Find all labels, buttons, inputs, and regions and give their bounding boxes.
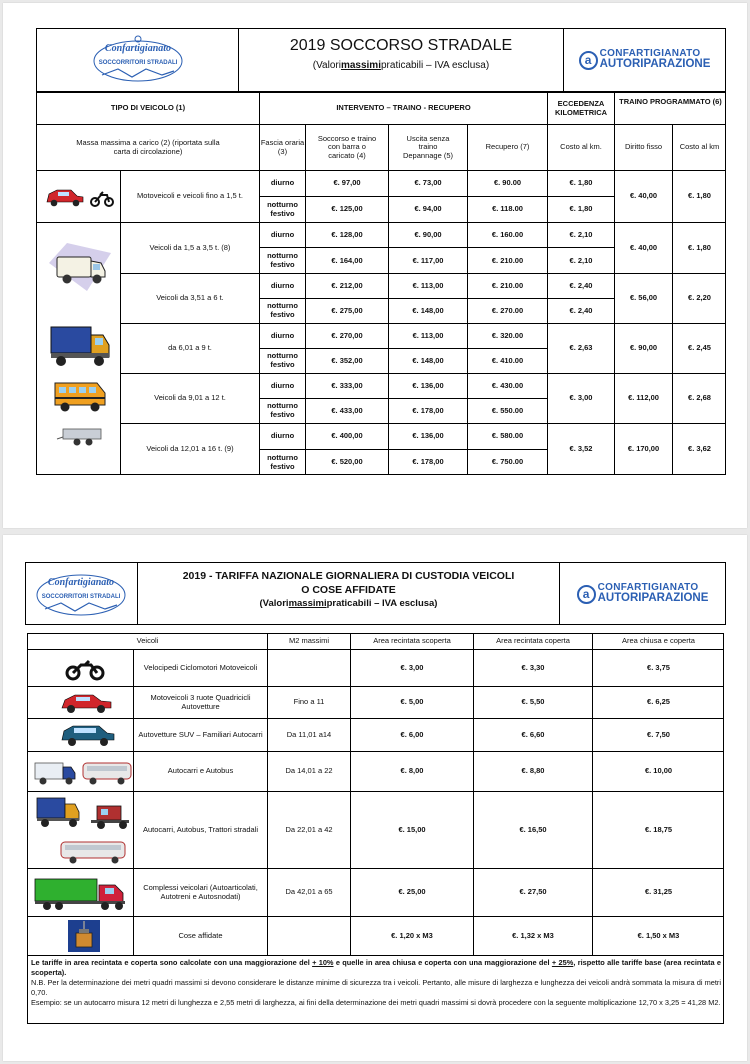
price-soccorso: €. 212,00 bbox=[331, 280, 363, 290]
price-soccorso: €. 275,00 bbox=[331, 305, 363, 315]
articulated-truck-icon bbox=[33, 875, 133, 913]
price-costo-km: €. 2,10 bbox=[569, 230, 593, 240]
fascia-oraria: diurno bbox=[270, 330, 295, 340]
price-recupero: €. 410.00 bbox=[491, 355, 524, 365]
vehicle-category: da 6,01 a 9 t. bbox=[168, 343, 212, 353]
custody-vehicle-label: Velocipedi Ciclomotori Motoveicoli bbox=[143, 662, 258, 672]
price-area-chiusa: €. 7,50 bbox=[647, 729, 670, 739]
fascia-oraria: diurno bbox=[270, 431, 295, 441]
svg-text:SOCCORRITORI STRADALI: SOCCORRITORI STRADALI bbox=[98, 60, 178, 66]
price-soccorso: €. 128,00 bbox=[331, 230, 363, 240]
fascia-oraria: diurno bbox=[270, 380, 295, 390]
price-recupero: €. 210.00 bbox=[491, 255, 524, 265]
header-traino-programmato: TRAINO PROGRAMMATO (6) bbox=[619, 97, 722, 106]
price-area-chiusa: €. 10,00 bbox=[644, 766, 673, 776]
price-diritto-fisso: €. 40,00 bbox=[629, 242, 658, 252]
price-uscita: €. 117,00 bbox=[412, 255, 444, 265]
logo-soccorritori-2 bbox=[27, 565, 135, 623]
fascia-oraria: notturno festivo bbox=[267, 251, 298, 269]
price-area-coperta: €. 1,32 x M3 bbox=[512, 930, 554, 940]
price-soccorso: €. 433,00 bbox=[331, 405, 363, 415]
price-area-scoperta: €. 6,00 bbox=[400, 729, 424, 739]
custody-m2 bbox=[268, 650, 350, 686]
custody-m2: Da 14,01 a 22 bbox=[285, 766, 333, 776]
header-intervento: INTERVENTO – TRAINO - RECUPERO bbox=[336, 103, 471, 112]
price-area-scoperta: €. 15,00 bbox=[398, 824, 426, 834]
price-diritto-fisso: €. 40,00 bbox=[629, 191, 658, 201]
price-uscita: €. 94,00 bbox=[414, 204, 442, 214]
price-area-chiusa: €. 1,50 x M3 bbox=[637, 930, 680, 940]
price-recupero: €. 90.00 bbox=[493, 178, 522, 188]
truck-icon bbox=[47, 323, 113, 369]
header-eccedenza: ECCEDENZA KILOMETRICA bbox=[554, 98, 608, 117]
header-veicoli: Veicoli bbox=[136, 636, 159, 646]
custody-vehicle-label: Autocarri e Autobus bbox=[167, 766, 234, 776]
price-area-chiusa: €. 3,75 bbox=[647, 662, 670, 672]
header-tipo-veicolo: TIPO DI VEICOLO (1) bbox=[110, 103, 186, 113]
price-recupero: €. 580.00 bbox=[491, 431, 524, 441]
price-recupero: €. 750.00 bbox=[491, 457, 524, 467]
price-diritto-fisso: €. 170,00 bbox=[627, 444, 660, 454]
price-area-coperta: €. 8,80 bbox=[521, 766, 545, 776]
price-costo-km-traino: €. 1,80 bbox=[688, 242, 711, 252]
price-recupero: €. 270.00 bbox=[491, 305, 524, 315]
tariff-sheet-soccorso bbox=[3, 3, 747, 528]
price-area-chiusa: €. 6,25 bbox=[647, 697, 670, 707]
price-costo-km: €. 3,00 bbox=[569, 393, 593, 403]
logo-confartigianato: a CONFARTIGIANATO AUTORIPARAZIONE bbox=[564, 31, 725, 89]
custody-vehicle-label: Motoveicoli 3 ruote Quadricicli Autovetture bbox=[150, 692, 251, 711]
svg-text:Confartigianato: Confartigianato bbox=[47, 577, 115, 588]
header-recupero: Recupero (7) bbox=[485, 142, 530, 152]
fascia-oraria: diurno bbox=[270, 230, 295, 240]
fascia-oraria: notturno festivo bbox=[267, 301, 298, 319]
price-uscita: €. 90,00 bbox=[414, 230, 442, 240]
page-title: 2019 SOCCORSO STRADALE bbox=[289, 36, 513, 54]
price-area-chiusa: €. 31,25 bbox=[644, 887, 673, 897]
page-subtitle: (Valori massimi praticabili – IVA esclusa) bbox=[312, 60, 490, 72]
price-uscita: €. 178,00 bbox=[412, 457, 444, 467]
price-soccorso: €. 352,00 bbox=[331, 355, 363, 365]
price-area-scoperta: €. 8,00 bbox=[400, 766, 424, 776]
price-area-chiusa: €. 18,75 bbox=[644, 824, 673, 834]
car-motorbike-icon bbox=[43, 184, 115, 208]
price-area-scoperta: €. 5,00 bbox=[400, 697, 424, 707]
custody-m2: Da 42,01 a 65 bbox=[285, 887, 333, 897]
truck-bus-icon bbox=[33, 757, 133, 789]
price-uscita: €. 148,00 bbox=[412, 355, 444, 365]
price-soccorso: €. 270,00 bbox=[331, 330, 363, 340]
vehicle-category: Veicoli da 9,01 a 12 t. bbox=[154, 393, 226, 403]
price-recupero: €. 118.00 bbox=[492, 204, 523, 214]
price-uscita: €. 113,00 bbox=[412, 280, 444, 290]
price-costo-km: €. 2,63 bbox=[569, 343, 593, 353]
custody-vehicle-label: Complessi veicolari (Autoarticolati, Autotreni e Autosnodati) bbox=[143, 882, 258, 901]
price-diritto-fisso: €. 56,00 bbox=[629, 293, 658, 303]
price-costo-km: €. 3,52 bbox=[569, 444, 593, 454]
svg-text:Confartigianato: Confartigianato bbox=[104, 43, 172, 54]
price-area-coperta: €. 5,50 bbox=[521, 697, 545, 707]
fascia-oraria: notturno festivo bbox=[267, 351, 298, 369]
fascia-oraria: notturno festivo bbox=[267, 452, 298, 471]
header-chiusa: Area chiusa e coperta bbox=[622, 636, 695, 646]
price-diritto-fisso: €. 112,00 bbox=[628, 393, 659, 403]
vehicle-category: Veicoli da 1,5 a 3,5 t. (8) bbox=[149, 242, 231, 252]
price-soccorso: €. 333,00 bbox=[331, 380, 363, 390]
header-diritto-fisso: Diritto fisso bbox=[624, 142, 663, 152]
school-bus-icon bbox=[49, 375, 109, 415]
price-area-scoperta: €. 25,00 bbox=[398, 887, 426, 897]
custody-vehicle-label: Autovetture SUV – Familiari Autocarri bbox=[138, 729, 263, 739]
vehicle-category: Veicoli da 3,51 a 6 t. bbox=[156, 293, 224, 303]
price-soccorso: €. 97,00 bbox=[333, 178, 361, 188]
logo-confartigianato-2: a CONFARTIGIANATO AUTORIPARAZIONE bbox=[560, 565, 725, 623]
custody-m2 bbox=[268, 917, 350, 955]
price-soccorso: €. 164,00 bbox=[331, 255, 363, 265]
goods-box-icon bbox=[67, 919, 101, 953]
price-costo-km: €. 1,80 bbox=[569, 178, 593, 188]
header-soccorso: Soccorso e traino con barra o caricato (4) bbox=[317, 133, 377, 160]
price-uscita: €. 136,00 bbox=[412, 431, 444, 441]
price-uscita: €. 136,00 bbox=[412, 380, 444, 390]
price-area-scoperta: €. 3,00 bbox=[400, 662, 424, 672]
price-costo-km: €. 2,10 bbox=[569, 255, 593, 265]
tariff-sheet-custodia bbox=[3, 535, 747, 1061]
page-title-2-line1: 2019 - TARIFFA NAZIONALE GIORNALIERA DI CUSTODIA VEICOLI bbox=[182, 570, 515, 583]
vehicle-category: Motoveicoli e veicoli fino a 1,5 t. bbox=[137, 191, 243, 201]
price-costo-km-traino: €. 2,20 bbox=[688, 293, 711, 303]
logo-soccorritori bbox=[41, 31, 235, 89]
vehicle-category: Veicoli da 12,01 a 16 t. (9) bbox=[146, 444, 234, 454]
fascia-oraria: diurno bbox=[270, 280, 295, 290]
price-area-scoperta: €. 1,20 x M3 bbox=[391, 930, 433, 940]
trailer-icon bbox=[55, 425, 105, 447]
price-costo-km-traino: €. 2,68 bbox=[688, 393, 711, 403]
price-costo-km: €. 2,40 bbox=[569, 305, 593, 315]
custody-m2: Da 11,01 a14 bbox=[286, 729, 332, 739]
price-area-coperta: €. 6,60 bbox=[521, 729, 545, 739]
truck-tractor-icon bbox=[35, 794, 133, 866]
price-recupero: €. 160.00 bbox=[491, 230, 524, 240]
price-costo-km-traino: €. 3,62 bbox=[688, 444, 711, 454]
price-recupero: €. 210.00 bbox=[491, 280, 524, 290]
price-soccorso: €. 400,00 bbox=[331, 431, 363, 441]
header-massa: Massa massima a carico (2) (riportata sulla carta di circolazione) bbox=[76, 137, 220, 156]
price-recupero: €. 320.00 bbox=[491, 330, 524, 340]
page-title-2-line2: O COSE AFFIDATE bbox=[301, 584, 396, 597]
header-costo-km: Costo al km. bbox=[560, 142, 602, 152]
page-subtitle-2: (Valori massimi praticabili – IVA esclusa) bbox=[259, 598, 438, 610]
van-icon bbox=[47, 241, 113, 293]
header-costo-km-traino: Costo al km bbox=[679, 142, 720, 152]
fascia-oraria: notturno festivo bbox=[267, 199, 298, 218]
custody-vehicle-label: Autocarri, Autobus, Trattori stradali bbox=[142, 824, 259, 834]
red-car-icon bbox=[59, 689, 115, 715]
note-maggiorazione: Le tariffe in area recintata e coperta sono calcolate con una maggiorazione del + 10% e quelle in area chiusa e coperta con una maggiorazione del + 25%, rispetto alle tariffe base (area recintata e scoperta). bbox=[31, 958, 722, 977]
header-m2: M2 massimi bbox=[288, 636, 329, 646]
price-uscita: €. 148,00 bbox=[412, 305, 444, 315]
note-esempio: Esempio: se un autocarro misura 12 metri di lunghezza e 2,55 metri di larghezza, ai fini della determinazione dei metri quadri massimi si dovrà procedere con la seguente moltiplicazione 12,70 x 3,25 = 41,28 M2. bbox=[31, 998, 721, 1007]
header-coperta: Area recintata coperta bbox=[496, 636, 570, 646]
svg-text:SOCCORRITORI STRADALI: SOCCORRITORI STRADALI bbox=[41, 594, 121, 600]
header-uscita: Uscita senza traino Depannage (5) bbox=[402, 133, 454, 160]
header-fascia: Fascia oraria (3) bbox=[260, 137, 305, 156]
price-uscita: €. 73,00 bbox=[414, 178, 442, 188]
price-area-coperta: €. 16,50 bbox=[519, 824, 547, 834]
fascia-oraria: diurno bbox=[270, 178, 295, 188]
price-diritto-fisso: €. 90,00 bbox=[629, 343, 658, 353]
suv-icon bbox=[59, 722, 117, 748]
price-costo-km-traino: €. 2,45 bbox=[688, 343, 711, 353]
header-scoperta: Area recintata scoperta bbox=[373, 636, 451, 646]
price-costo-km-traino: €. 1,80 bbox=[688, 191, 711, 201]
motorbike-icon bbox=[63, 657, 107, 681]
price-recupero: €. 430.00 bbox=[491, 380, 524, 390]
note-nb: N.B. Per la determinazione dei metri quadri massimi si devono considerare le distanze minime di sicurezza tra i veicoli. Pertanto, alle misure di larghezza e lunghezza dei veicoli andrà sommata la misura di metri 0,70. bbox=[31, 978, 721, 997]
price-area-coperta: €. 3,30 bbox=[521, 662, 545, 672]
price-recupero: €. 550.00 bbox=[491, 405, 524, 415]
price-costo-km: €. 2,40 bbox=[569, 280, 593, 290]
price-costo-km: €. 1,80 bbox=[569, 204, 593, 214]
price-area-coperta: €. 27,50 bbox=[519, 887, 547, 897]
custody-m2: Da 22,01 a 42 bbox=[285, 824, 333, 834]
fascia-oraria: notturno festivo bbox=[267, 401, 298, 419]
price-uscita: €. 178,00 bbox=[412, 405, 444, 415]
price-uscita: €. 113,00 bbox=[412, 330, 444, 340]
custody-m2: Fino a 11 bbox=[293, 697, 325, 707]
custody-vehicle-label: Cose affidate bbox=[178, 930, 223, 940]
price-soccorso: €. 125,00 bbox=[331, 204, 363, 214]
price-soccorso: €. 520,00 bbox=[331, 457, 363, 467]
